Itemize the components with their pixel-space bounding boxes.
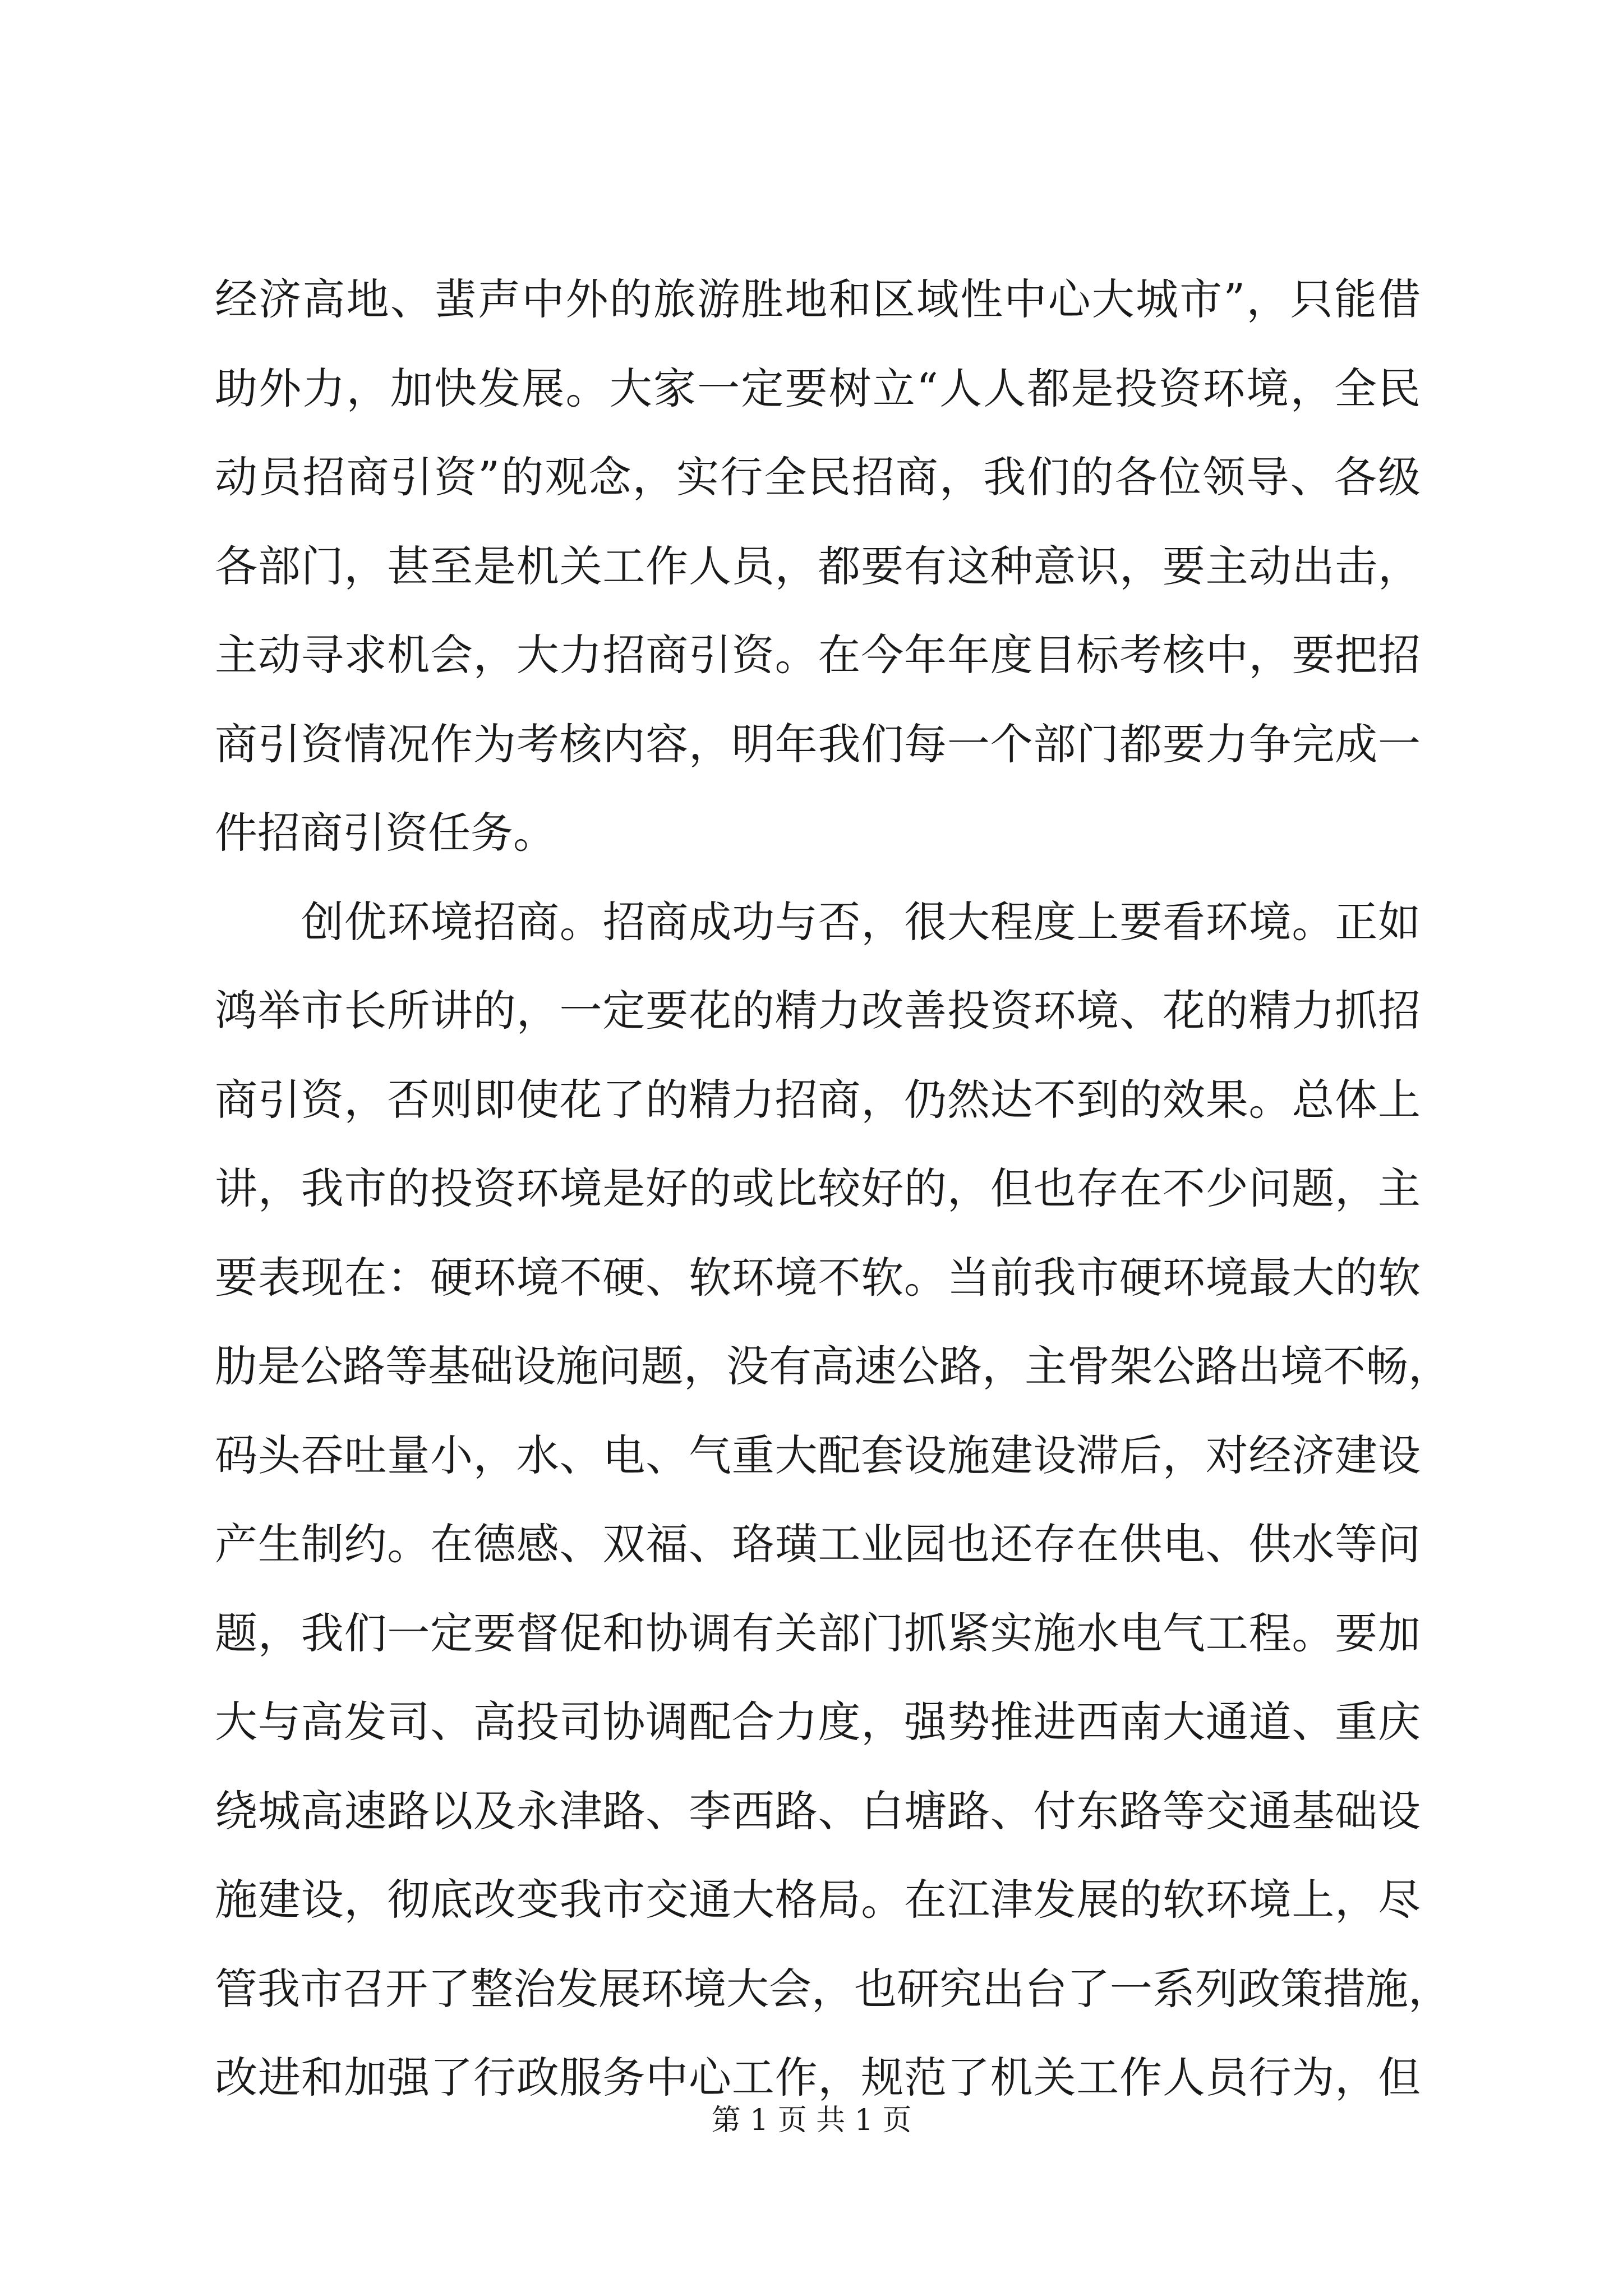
text-line: 主动寻求机会，大力招商引资。在今年年度目标考核中，要把招 [215,630,1421,680]
text-line-paragraph-end: 件招商引资任务。 [215,808,556,858]
text-line: 经济高地、蜚声中外的旅游胜地和区域性中心大城市”，只能借 [215,274,1421,324]
text-line-paragraph-start: 创优环境招商。招商成功与否，很大程度上要看环境。正如 [301,896,1421,947]
text-line: 改进和加强了行政服务中心工作，规范了机关工作人员行为，但 [215,2053,1421,2102]
text-line: 助外力，加快发展。大家一定要树立“人人都是投资环境，全民 [215,363,1421,413]
page-number-footer: 第 1 页 共 1 页 [711,2104,912,2137]
text-line: 绕城高速路以及永津路、李西路、白塘路、付东路等交通基础设 [215,1786,1421,1836]
text-line: 码头吞吐量小，水、电、气重大配套设施建设滞后，对经济建设 [215,1430,1421,1480]
text-line: 鸿举市长所讲的，一定要花的精力改善投资环境、花的精力抓招 [215,986,1421,1036]
text-line: 讲，我市的投资环境是好的或比较好的，但也存在不少问题，主 [215,1163,1421,1213]
text-line: 商引资，否则即使花了的精力招商，仍然达不到的效果。总体上 [215,1074,1421,1125]
text-line: 各部门，甚至是机关工作人员，都要有这种意识，要主动出击， [215,541,1421,591]
body-text [215,255,1451,2123]
text-line: 要表现在：硬环境不硬、软环境不软。当前我市硬环境最大的软 [215,1252,1421,1303]
text-line: 产生制约。在德感、双福、珞璜工业园也还存在供电、供水等问 [215,1519,1421,1569]
text-line: 肋是公路等基础设施问题，没有高速公路，主骨架公路出境不畅， [215,1341,1451,1391]
text-line: 题，我们一定要督促和协调有关部门抓紧实施水电气工程。要加 [215,1608,1421,1658]
text-line: 大与高发司、高投司协调配合力度，强势推进西南大通道、重庆 [215,1697,1421,1747]
text-line: 施建设，彻底改变我市交通大格局。在江津发展的软环境上，尽 [215,1875,1421,1925]
text-line: 动员招商引资”的观念，实行全民招商，我们的各位领导、各级 [215,452,1421,502]
text-line: 商引资情况作为考核内容，明年我们每一个部门都要力争完成一 [215,719,1421,769]
text-line: 管我市召开了整治发展环境大会，也研究出台了一系列政策措施， [215,1963,1451,2014]
